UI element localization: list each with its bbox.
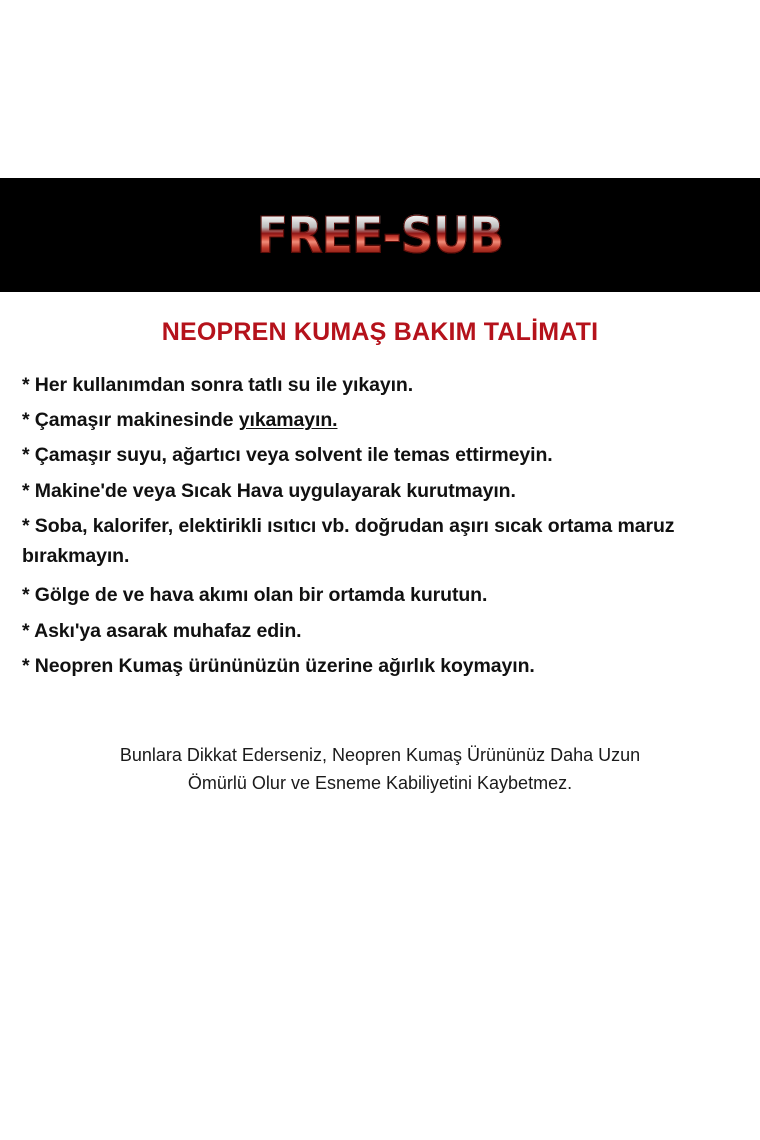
brand-logo: FREE-SUB <box>256 205 504 265</box>
list-item: * Her kullanımdan sonra tatlı su ile yıkayın. <box>22 374 414 396</box>
list-item: * Neopren Kumaş ürününüzün üzerine ağırlık koymayın. <box>22 654 535 677</box>
list-item-text: * Çamaşır makinesinde <box>22 409 239 432</box>
instruction-list <box>22 370 744 686</box>
list-item <box>22 405 744 435</box>
list-item: * Soba, kalorifer, elektirikli ısıtıcı vb. doğrudan aşırı sıcak ortama maruz bırakmayın. <box>22 514 675 568</box>
list-item: * Gölge de ve hava akımı olan bir ortamda kurutun. <box>22 584 488 607</box>
list-item: * Makine'de veya Sıcak Hava uygulayarak kurutmayın. <box>22 479 516 502</box>
list-item: * Askı'ya asarak muhafaz edin. <box>22 619 302 642</box>
list-item-underlined-text: yıkamayın. <box>238 409 338 432</box>
list-item: * Çamaşır suyu, ağartıcı veya solvent ile temas ettirmeyin. <box>22 444 553 467</box>
footer-note-line-2: Ömürlü Olur ve Esneme Kabiliyetini Kaybetmez. <box>187 772 573 793</box>
page-title: NEOPREN KUMAŞ BAKIM TALİMATI <box>161 318 599 346</box>
footer-note <box>0 742 760 798</box>
footer-note-line-1: Bunlara Dikkat Ederseniz, Neopren Kumaş Ürününüz Daha Uzun <box>119 745 641 765</box>
brand-banner <box>0 178 760 292</box>
